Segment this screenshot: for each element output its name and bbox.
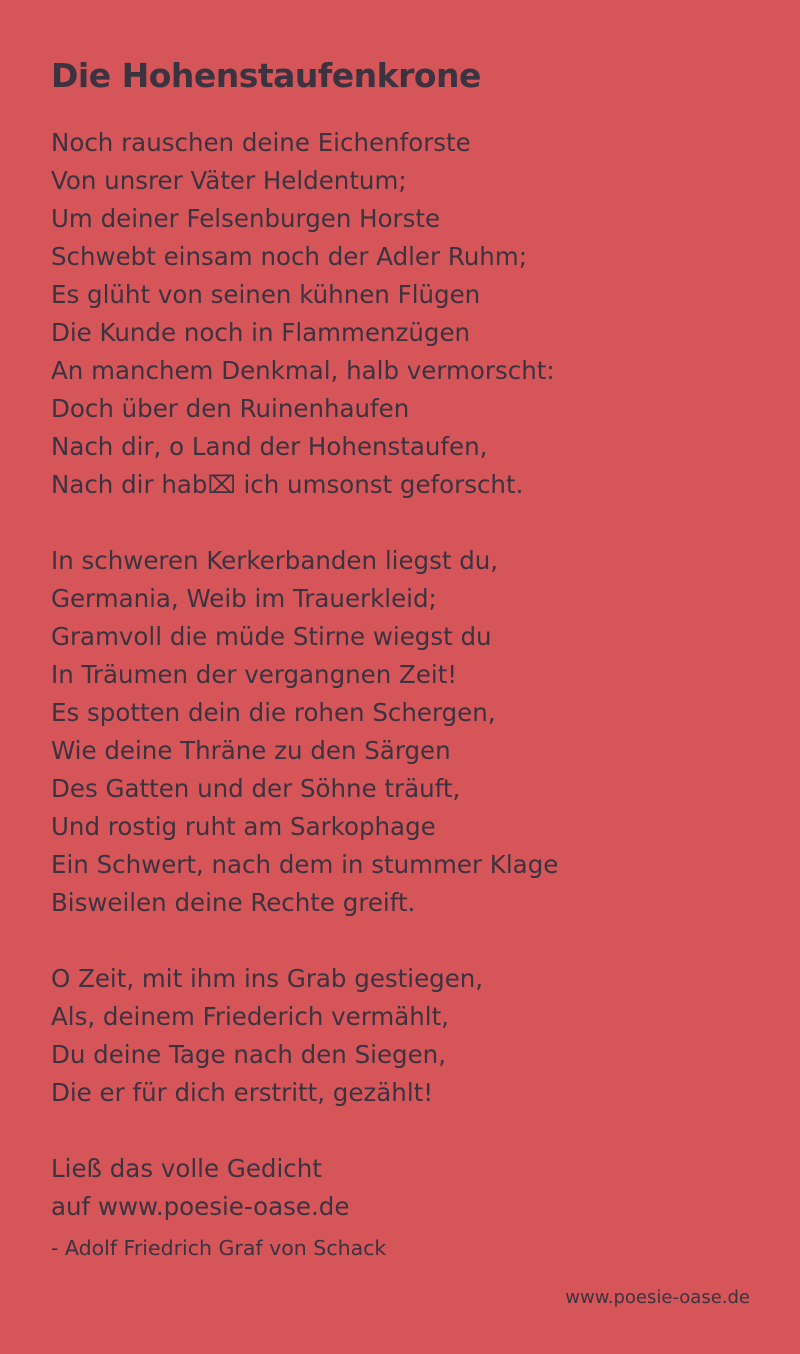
poem-line: Gramvoll die müde Stirne wiegst du	[51, 622, 492, 651]
poem-line: Die Kunde noch in Flammenzügen	[51, 318, 471, 347]
poem-line: Noch rauschen deine Eichenforste	[51, 128, 471, 157]
poem-card	[51, 50, 760, 1266]
poem-line: Schwebt einsam noch der Adler Ruhm;	[51, 242, 527, 271]
stanza-3	[51, 960, 760, 1112]
poem-line: An manchem Denkmal, halb vermorscht:	[51, 356, 555, 385]
stanza-1	[51, 124, 760, 504]
cta-line: Ließ das volle Gedicht	[51, 1154, 322, 1183]
site-watermark: www.poesie-oase.de	[565, 1287, 750, 1308]
poem-line: Doch über den Ruinenhaufen	[51, 394, 410, 423]
poem-author: - Adolf Friedrich Graf von Schack	[51, 1236, 387, 1260]
poem-line: Und rostig ruht am Sarkophage	[51, 812, 436, 841]
poem-body	[51, 124, 760, 1112]
poem-title: Die Hohenstaufenkrone	[51, 56, 481, 95]
poem-line: Des Gatten und der Söhne träuft,	[51, 774, 461, 803]
poem-line: Von unsrer Väter Heldentum;	[51, 166, 407, 195]
cta-line: auf www.poesie-oase.de	[51, 1192, 350, 1221]
poem-line: O Zeit, mit ihm ins Grab gestiegen,	[51, 964, 484, 993]
poem-line: Um deiner Felsenburgen Horste	[51, 204, 441, 233]
poem-line: Ein Schwert, nach dem in stummer Klage	[51, 850, 559, 879]
poem-line: Die er für dich erstritt, gezählt!	[51, 1078, 434, 1107]
poem-line: In schweren Kerkerbanden liegst du,	[51, 546, 499, 575]
poem-line: Du deine Tage nach den Siegen,	[51, 1040, 446, 1069]
poem-line: Bisweilen deine Rechte greift.	[51, 888, 416, 917]
poem-line: Es glüht von seinen kühnen Flügen	[51, 280, 481, 309]
poem-line: Germania, Weib im Trauerkleid;	[51, 584, 437, 613]
poem-line: Als, deinem Friederich vermählt,	[51, 1002, 449, 1031]
poem-line: Nach dir, o Land der Hohenstaufen,	[51, 432, 488, 461]
poem-line: Nach dir hab⌧ ich umsonst geforscht.	[51, 470, 524, 499]
read-full-poem-note	[51, 1150, 760, 1226]
poem-line: Wie deine Thräne zu den Särgen	[51, 736, 451, 765]
poem-line: Es spotten dein die rohen Schergen,	[51, 698, 496, 727]
poem-line: In Träumen der vergangnen Zeit!	[51, 660, 458, 689]
stanza-2	[51, 542, 760, 922]
